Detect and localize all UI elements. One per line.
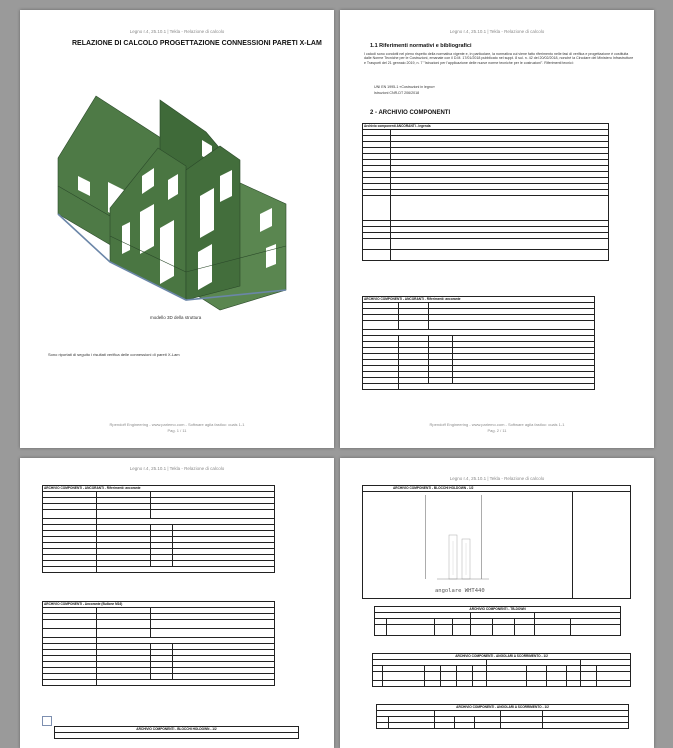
table-title: ARCHIVIO COMPONENTI - ANGOLARI A SCORRIMENTO - 1/2 [373, 654, 631, 660]
holdown-table-continued [54, 726, 299, 739]
footer-page-number: Pag. 1 / 11 [167, 428, 187, 433]
section-references-title: 1.1 Riferimenti normativi e bibliografici [370, 43, 472, 49]
table-title: ARCHIVIO COMPONENTI - BLOCCHI HOLDOWN - 1/2 [55, 727, 299, 733]
document-page-2 [340, 10, 654, 448]
reference-item-1: UNI EN 1995-1 «Costruzioni in legno» [374, 85, 435, 89]
table-title: ARCHIVIO COMPONENTI - BLOCCHI HOLDOWN - 1/2 [363, 486, 631, 492]
page-header: Legno r.4, 25.10.1 | Tekla - Relazione di calcolo [449, 476, 545, 481]
table-move-handle[interactable] [42, 716, 52, 726]
structure-3d-model [50, 86, 300, 316]
document-page-4 [340, 458, 654, 748]
document-page-3 [20, 458, 334, 748]
holdown-bracket-drawing [365, 493, 565, 597]
page-header: Legno r.4, 25.10.1 | Tekla - Relazione di calcolo [129, 466, 225, 471]
footer-company: Rpendoff Engineering - www.pariemo.com - Software agila fastloc: cuals 1-1 [109, 422, 245, 427]
bolt-anchor-table [42, 601, 275, 686]
model-caption: modello 3D della struttura [150, 315, 202, 320]
table-title: ARCHIVIO COMPONENTI - ANCORANTI - Riferimenti: ancorante [43, 486, 275, 492]
document-title: RELAZIONE DI CALCOLO PROGETTAZIONE CONNESSIONI PARETI X-LAM [72, 40, 322, 47]
document-page-1 [20, 10, 334, 448]
page-header: Legno r.4, 25.10.1 | Tekla - Relazione di calcolo [129, 29, 225, 34]
results-note: Sono riportati di seguito i risultati verifica delle connessioni di pareti X-Lam [48, 352, 180, 357]
anchor-table [362, 296, 595, 390]
table-title: Archivio componenti ANCORANTI - legenda [363, 124, 609, 130]
section-references-body: I calcoli sono condotti nel pieno rispetto della normativa vigente e, in particolare, la normativa cui viene fatto riferimento nelle fasi di verifica e progettazione è costituita dalle Norme Tecniche per le Costruzioni, emanate con il D.M. 17/01/2018 pubblicato nel suppl. 8 sul. n. 42 del 20/02/2018, nonché la Circolare del Ministero Infrastrutture e Trasporti del 21 gennaio 2019, n. 7 "Istruzioni per l'applicazione delle nuove norme tecniche per le costruzioni". Riferimenti tecnici: [364, 52, 634, 65]
legend-table [362, 123, 609, 261]
table-title: ARCHIVIO COMPONENTI - Ancorante (Bullone M16) [43, 602, 275, 608]
footer-page-number: Pag. 2 / 11 [487, 428, 507, 433]
anchor-table-continued [42, 485, 275, 573]
table-title: ARCHIVIO COMPONENTI - ANGOLARI A SCORRIMENTO - 1/2 [377, 705, 629, 711]
table-title: ARCHIVIO COMPONENTI - ANCORANTI - Riferimenti: ancorante [363, 297, 595, 303]
section-components-title: 2 - ARCHIVIO COMPONENTI [370, 110, 451, 116]
page-header: Legno r.4, 25.10.1 | Tekla - Relazione di calcolo [449, 29, 545, 34]
holdown-table [362, 485, 631, 599]
tb-down-table [374, 606, 621, 636]
sliding-angle-table-1 [372, 653, 631, 687]
sliding-angle-table-2 [376, 704, 629, 729]
page-footer [340, 422, 654, 434]
drawing-label: angolare WHT440 [435, 588, 485, 594]
footer-company: Rpendoff Engineering - www.pariemo.com - Software agila fastloc: cuals 1-1 [429, 422, 565, 427]
page-footer [20, 422, 334, 434]
reference-item-2: Istruzioni CNR-DT 206/2018 [374, 91, 420, 95]
table-title: ARCHIVIO COMPONENTI - TB-DOWN [375, 607, 621, 613]
holdown-drawing-cell [363, 492, 573, 599]
